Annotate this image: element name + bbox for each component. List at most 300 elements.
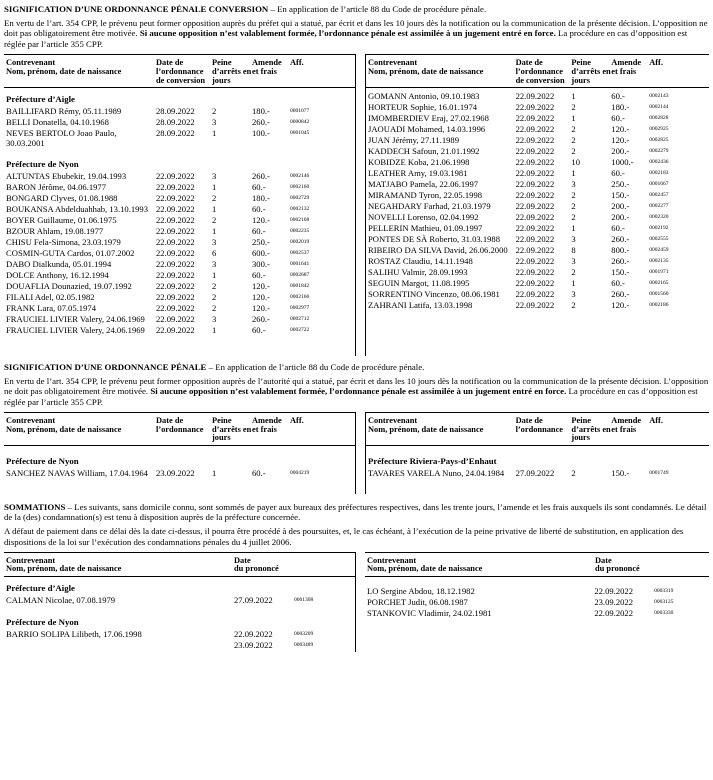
cell-peine: 1 [571,113,576,124]
header-contrevenant-b: Nom, prénom, date de naissance [368,424,484,434]
section1-tables [4,54,709,356]
cell-peine: 1 [212,269,217,280]
section2-paragraph [4,376,709,408]
cell-aff: 0003125 [654,599,674,606]
cell-aff: 0001308 [294,596,314,603]
header-contrevenant [4,557,234,575]
section1-title: SIGNIFICATION D’UNE ORDONNANCE PÉNALE CONVERSION [4,4,269,14]
cell-date: 22.09.2022 [156,302,195,313]
cell-name: LO Sergine Abdou, 18.12.1982 [367,586,475,597]
cell-amende: 260.- [252,313,270,324]
header-date-conversion: Date de l’ordonnance de conversion [156,57,206,85]
table-row [4,194,355,205]
cell-peine: 3 [571,256,576,267]
section1-title-rest: – En application de l’article 88 du Code de procédure pénale. [268,4,487,14]
cell-date: 27.09.2022 [515,467,555,478]
header-date-prononce-b: du prononcé [595,564,640,574]
cell-name: ROSTAZ Claudiu, 14.11.1948 [368,256,473,267]
cell-name: MATJABO Pamela, 22.06.1997 [368,179,479,190]
cell-amende: 60.- [252,203,266,214]
cell-name: ALTUNTAS Ebubekir, 19.04.1993 [6,170,127,181]
cell-aff: 0002828 [649,115,669,122]
cell-peine: 1 [571,278,576,289]
cell-date: 22.09.2022 [515,157,555,168]
cell-name: RIBEIRO DA SILVA David, 26.06.2000 [368,245,508,256]
cell-date: 28.09.2022 [156,106,195,117]
cell-peine: 3 [571,179,576,190]
cell-aff: 0002277 [649,203,669,210]
cell-name: CHISU Fela-Simona, 23.03.1979 [6,236,121,247]
header-date-prononce-a: Date [234,555,251,565]
cell-peine: 2 [212,291,217,302]
cell-peine: 6 [212,247,217,258]
cell-aff: 0002712 [290,315,310,322]
cell-name: BONGARD Clyves, 01.08.1988 [6,192,118,203]
cell-amende: 200.- [611,212,630,223]
cell-peine: 1 [212,128,217,139]
cell-name: DOLCE Anthony, 16.12.1994 [6,269,109,280]
cell-peine: 2 [212,302,217,313]
cell-amende: 100.- [252,128,270,139]
table-row [4,271,355,282]
table-row [4,260,355,271]
section2-par-end: La procédure en cas d’opposition est réglée par l’article 355 CPP. [4,386,698,408]
cell-date: 22.09.2022 [156,192,195,203]
header-amende: Amende et frais [611,57,642,76]
cell-peine: 10 [571,157,580,168]
cell-peine: 2 [571,190,576,201]
header-contrevenant [4,417,156,443]
header-contrevenant-a: Contrevenant [368,57,418,67]
cell-amende: 600.- [252,247,270,258]
cell-name: BOUKANSA Abdelduahhab, 13.10.1993 [6,203,149,214]
cell-aff: 0002537 [290,249,310,256]
cell-name: JAOUADI Mohamed, 14.03.1996 [368,124,486,135]
cell-date: 22.09.2022 [515,267,555,278]
cell-date: 22.09.2022 [156,324,195,335]
cell-peine: 2 [571,300,576,311]
cell-name: CALMAN Nicolae, 07.08.1979 [6,594,116,605]
cell-aff: 0001667 [649,181,669,188]
header-date-ordonnance: Date de l’ordonnance [515,415,564,434]
cell-date: 22.09.2022 [594,586,633,597]
cell-aff: 0001045 [290,130,310,137]
cell-amende: 200.- [611,201,630,212]
section1-par-end: La procédure en cas d’opposition est réglée par l’article 355 CPP. [4,28,688,50]
cell-peine: 1 [212,203,217,214]
cell-amende: 1000.- [611,157,634,168]
cell-amende: 60.- [611,223,625,234]
cell-date: 22.09.2022 [156,291,195,302]
table-header [365,553,709,578]
table-row [4,596,355,607]
table-row [4,227,355,238]
section1-par-text: En vertu de l’art. 354 CPP, le prévenu peut former opposition auprès du préfet qui a statué, par écrit et dans les 10 jours dès la notification ou la communication de la présente décision. L’opposition ne doit pas obligatoirement être motivée. [4,17,708,39]
table-row [4,326,355,337]
cell-name: FRANK Lara, 07.05.1974 [6,302,96,313]
header-contrevenant-a: Contrevenant [6,57,56,67]
cell-amende: 260.- [611,289,630,300]
cell-aff: 0001560 [649,291,669,298]
header-amende: Amende et frais [611,415,642,434]
table-row [4,630,355,641]
prefecture-heading: Préfecture de Nyon [6,616,79,627]
table-row [4,282,355,293]
cell-date: 22.09.2022 [515,278,555,289]
cell-date: 22.09.2022 [515,91,555,102]
cell-amende: 250.- [252,236,270,247]
cell-amende: 60.- [252,181,266,192]
prefecture-heading: Préfecture de Nyon [6,158,79,169]
header-amende: Amende et frais [252,415,282,434]
cell-aff: 0003319 [654,588,674,595]
section3-left-table [4,552,356,652]
header-aff: Aff. [290,57,304,67]
cell-peine: 3 [212,117,217,128]
cell-name: PONTES DE SÀ Roberto, 31.03.1988 [368,234,501,245]
cell-date: 22.09.2022 [515,245,555,256]
table-row [4,205,355,216]
cell-date: 22.09.2022 [515,113,555,124]
cell-peine: 1 [212,181,217,192]
header-contrevenant-a: Contrevenant [368,415,418,425]
cell-date: 22.09.2022 [156,269,195,280]
header-aff: Aff. [649,415,663,425]
cell-amende: 120.- [611,300,630,311]
header-contrevenant [4,59,156,85]
cell-date: 22.09.2022 [156,214,195,225]
cell-aff: 0002729 [290,194,310,201]
section3-title: SOMMATIONS [4,501,66,512]
cell-aff: 0002168 [290,216,310,223]
header-contrevenant-b: Nom, prénom, date de naissance [367,564,483,574]
section2-heading [4,362,709,373]
cell-date: 22.09.2022 [156,181,195,192]
cell-amende: 180.- [252,192,270,203]
cell-amende: 260.- [611,234,630,245]
table-header [4,413,355,446]
cell-name: BAILLIFARD Rémy, 05.11.1989 [6,106,122,117]
cell-peine: 2 [212,280,217,291]
cell-aff: 0001842 [290,282,310,289]
cell-name: KADDECH Safoun, 21.01.1992 [368,146,480,157]
table-row [4,238,355,249]
cell-name: JUAN Jérémy, 27.11.1989 [368,135,460,146]
cell-name: IMOMBERDIEV Eraj, 27.02.1968 [368,113,489,124]
cell-peine: 3 [212,313,217,324]
section2-right-table [365,412,709,494]
cell-date: 22.09.2022 [515,135,555,146]
cell-aff: 0002825 [649,137,669,144]
cell-date: 22.09.2022 [515,256,555,267]
cell-name: NEGAHDARY Farhad, 21.03.1979 [368,201,491,212]
header-date-prononce-a: Date [595,555,612,565]
cell-peine: 1 [571,223,576,234]
cell-peine: 3 [212,170,217,181]
cell-date: 22.09.2022 [515,223,555,234]
cell-amende: 60.- [611,278,625,289]
table-header [366,55,709,88]
cell-aff: 0002165 [649,280,669,287]
cell-name: BOYER Guillaume, 01.06.1975 [6,214,117,225]
cell-date: 22.09.2022 [515,124,555,135]
cell-name: PELLERIN Mathieu, 01.09.1997 [368,223,483,234]
table-row [4,293,355,304]
cell-amende: 200.- [611,146,630,157]
cell-peine: 2 [571,102,576,113]
cell-date: 27.09.2022 [234,594,273,605]
cell-date: 22.09.2022 [156,280,195,291]
cell-amende: 260.- [611,256,630,267]
section3-right-table [365,552,709,652]
header-contrevenant-a: Contrevenant [6,415,56,425]
table-row [4,216,355,227]
cell-peine: 2 [571,467,576,478]
cell-amende: 180.- [611,102,630,113]
cell-date: 22.09.2022 [156,236,195,247]
cell-date: 22.09.2022 [234,628,273,639]
cell-name: TAVARES VARELA Nuno, 24.04.1984 [368,467,505,478]
cell-amende: 60.- [252,225,266,236]
cell-name: LEATHER Amy, 19.03.1981 [368,168,468,179]
cell-aff: 0002192 [649,225,669,232]
table-row [4,469,355,480]
section3-paragraph [4,502,709,523]
cell-aff: 0002687 [290,271,310,278]
prefecture-heading: Préfecture Riviera-Pays-d’Enhaut [368,456,497,467]
cell-peine: 2 [571,267,576,278]
cell-amende: 120.- [252,302,270,313]
cell-amende: 60.- [252,467,266,478]
cell-date: 28.09.2022 [156,117,195,128]
cell-date: 22.09.2022 [515,168,555,179]
cell-amende: 260.- [252,117,270,128]
cell-name: ZAHRANI Latifa, 13.03.1998 [368,300,473,311]
cell-peine: 2 [571,135,576,146]
cell-aff: 0002925 [649,126,669,133]
cell-aff: 0002235 [290,227,310,234]
header-date-prononce [595,557,655,575]
cell-aff: 0002722 [290,326,310,333]
header-contrevenant [365,557,595,575]
cell-peine: 2 [571,124,576,135]
cell-amende: 150.- [611,267,630,278]
cell-amende: 120.- [252,214,270,225]
header-contrevenant [366,417,516,443]
cell-amende: 800.- [611,245,630,256]
cell-name: HORTEUR Sophie, 16.01.1974 [368,102,478,113]
cell-date: 22.09.2022 [156,170,195,181]
header-peine: Peine d’arrêts en jours [212,57,252,85]
prefecture-heading: Préfecture d’Aigle [6,94,75,105]
header-date-ordonnance: Date de l’ordonnance [156,415,204,434]
cell-peine: 3 [571,289,576,300]
cell-peine: 1 [212,225,217,236]
cell-aff: 0003209 [294,630,314,637]
cell-aff: 0002320 [649,214,669,221]
table-row [366,301,709,312]
cell-date: 22.09.2022 [515,146,555,157]
section2-left-table [4,412,356,494]
header-amende: Amende et frais [252,57,282,76]
cell-name: MIRAMAND Tyron, 22.05.1998 [368,190,483,201]
cell-amende: 180.- [252,106,270,117]
cell-aff: 0002183 [649,170,669,177]
cell-name: BARRIO SOLIPA Lilibeth, 17.06.1998 [6,628,142,639]
cell-peine: 8 [571,245,576,256]
cell-date: 23.09.2022 [156,467,195,478]
cell-aff: 0002019 [290,238,310,245]
cell-aff: 0002143 [649,93,669,100]
cell-name: NOVELLI Lorenso, 02.04.1992 [368,212,479,223]
prefecture-heading: Préfecture d’Aigle [6,583,75,594]
cell-amende: 60.- [252,324,266,335]
cell-name [4,641,234,652]
cell-amende: 60.- [611,91,625,102]
cell-peine: 3 [571,234,576,245]
cell-peine: 2 [571,146,576,157]
table-row [366,469,709,480]
cell-amende: 300.- [252,258,270,269]
cell-date: 22.09.2022 [156,225,195,236]
cell-amende: 150.- [611,190,630,201]
cell-date: 22.09.2022 [515,179,555,190]
cell-name: STANKOVIC Vladimir, 24.02.1981 [367,608,492,619]
section3-left-body [4,577,355,651]
section2-par-bold: Si aucune opposition n’est valablement formée, l’ordonnance pénale est assimilée à un jugement entré en force. [148,386,567,397]
section3-right-body [365,577,709,620]
table-row [4,129,355,149]
cell-date: 23.09.2022 [234,639,273,650]
cell-peine: 2 [212,192,217,203]
prefecture-heading: Préfecture de Nyon [6,456,79,467]
header-contrevenant-b: Nom, prénom, date de naissance [6,564,122,574]
cell-aff: 0002160 [290,183,310,190]
header-aff: Aff. [290,415,304,425]
header-peine: Peine d’arrêts en jours [571,415,611,443]
header-date-prononce-b: du prononcé [234,564,279,574]
cell-name: COSMIN-GUTA Cardos, 01.07.2002 [6,247,135,258]
section1-par-bold: Si aucune opposition n’est valablement formée, l’ordonnance pénale est assimilée à un jugement entré en force. [137,28,556,39]
cell-amende: 250.- [611,179,630,190]
section2-title: SIGNIFICATION D’UNE ORDONNANCE PÉNALE [4,361,207,372]
cell-date: 22.09.2022 [156,203,195,214]
cell-peine: 2 [212,106,217,117]
cell-peine: 2 [571,212,576,223]
section2-title-rest: – En application de l’article 88 du Code de procédure pénale. [206,361,425,372]
cell-name: SANCHEZ NAVAS William, 17.04.1964 [6,467,148,478]
cell-peine: 1 [212,467,217,478]
cell-amende: 60.- [252,269,266,280]
cell-date: 22.09.2022 [515,102,555,113]
cell-aff: 0002146 [290,172,310,179]
cell-peine: 1 [571,91,576,102]
header-peine: Peine d’arrêts en jours [212,415,252,443]
cell-name: SALIHU Valmir, 28.09.1993 [368,267,468,278]
header-date-conversion: Date de l’ordonnance de conversion [515,57,565,85]
header-contrevenant-b: Nom, prénom, date de naissance [6,66,122,76]
header-peine: Peine d’arrêts en jours [571,57,611,85]
table-row [4,183,355,194]
cell-amende: 150.- [611,467,630,478]
cell-amende: 120.- [252,280,270,291]
cell-amende: 60.- [611,168,625,179]
cell-name: BELLI Donatella, 04.10.1968 [6,117,109,128]
section1-heading [4,4,709,15]
cell-amende: 120.- [611,124,630,135]
section1-left-body [4,88,355,336]
cell-amende: 120.- [252,291,270,302]
cell-aff: 0004219 [290,469,310,476]
cell-date: 22.09.2022 [515,201,555,212]
cell-date: 22.09.2022 [515,289,555,300]
section3-paragraph-2: A défaut de paiement dans ce délai dès la date ci-dessus, il pourra être procédé à des poursuites, et, le cas échéant, à l’exécution de la peine privative de liberté de substitution, en application des dispositions de la loi sur l’exécution des condamnations pénales du 4 juillet 2006. [4,526,684,547]
section1-paragraph [4,18,709,50]
section3-par-text: – Les suivants, sans domicile connu, sont sommés de payer aux bureaux des préfectures respectives, dans les trente jours, l’amende et les frais auxquels ils sont condamnés. Le détail de la (des) condamnation(s) est tenu à disposition auprès de la préfecture concernée. [4,501,707,523]
section1-right-body [366,88,709,312]
table-row [4,304,355,315]
cell-aff: 0002436 [649,159,669,166]
cell-date: 22.09.2022 [156,258,195,269]
table-row [4,641,355,652]
header-contrevenant [366,59,516,85]
cell-date: 22.09.2022 [594,608,633,619]
header-contrevenant-b: Nom, prénom, date de naissance [368,66,484,76]
section2-tables [4,412,709,494]
cell-name: GOMANN Antonio, 09.10.1983 [368,91,480,102]
cell-peine: 1 [212,324,217,335]
header-contrevenant-b: Nom, prénom, date de naissance [6,424,122,434]
cell-peine: 3 [212,258,217,269]
cell-aff: 0002132 [290,205,310,212]
cell-date: 22.09.2022 [515,190,555,201]
cell-amende: 260.- [252,170,270,181]
table-header [4,553,355,578]
cell-aff: 0001077 [290,108,310,115]
cell-aff: 0001749 [649,469,669,476]
cell-aff: 0002166 [290,293,310,300]
cell-peine: 2 [212,214,217,225]
header-date-prononce [234,557,294,575]
cell-peine: 2 [571,201,576,212]
table-row [365,609,709,620]
cell-aff: 0002135 [649,258,669,265]
section3-tables [4,552,709,652]
cell-aff: 0003489 [294,641,314,648]
header-contrevenant-a: Contrevenant [367,555,417,565]
cell-date: 22.09.2022 [515,212,555,223]
cell-date: 22.09.2022 [156,313,195,324]
cell-name: SORRENTINO Vincenzo, 08.06.1981 [368,289,500,300]
cell-name: DOUAFLIA Dounazied, 19.07.1992 [6,280,132,291]
cell-aff: 0002977 [290,304,310,311]
cell-date: 22.09.2022 [515,300,555,311]
table-row [4,172,355,183]
cell-aff: 0003330 [654,610,674,617]
cell-amende: 120.- [611,135,630,146]
table-row [4,315,355,326]
cell-name: FRAUCIEL LIVIER Valery, 24.06.1969 [6,324,145,335]
header-aff: Aff. [649,57,663,67]
cell-name: BZOUR Ahlam, 19.08.1977 [6,225,104,236]
cell-name: BARON Jérôme, 04.06.1977 [6,181,107,192]
cell-date: 22.09.2022 [515,234,555,245]
table-header [366,413,709,446]
cell-name: FILALI Adel, 02.05.1982 [6,291,95,302]
cell-name: PORCHET Judit, 06.08.1987 [367,597,468,608]
cell-peine: 3 [212,236,217,247]
table-row [4,249,355,260]
